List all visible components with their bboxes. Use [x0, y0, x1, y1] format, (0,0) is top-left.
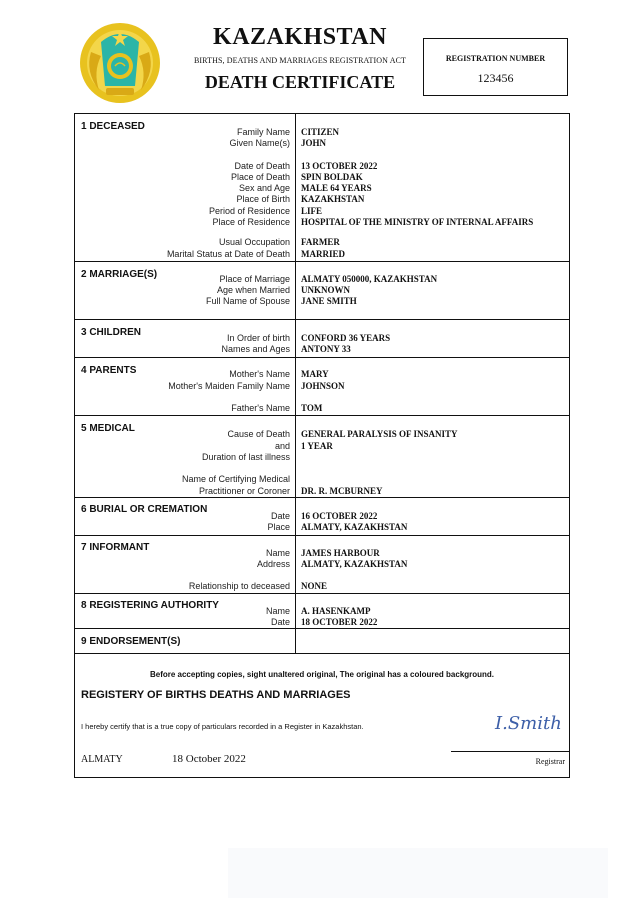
field-row [75, 452, 569, 463]
field-value: ALMATY 050000, KAZAKHSTAN [301, 274, 438, 284]
field-value: MARY [301, 369, 329, 379]
section-title: 1 DECEASED [81, 121, 145, 132]
field-row [75, 206, 569, 217]
section-title: 7 INFORMANT [81, 542, 150, 553]
field-row [75, 548, 569, 559]
field-value: UNKNOWN [301, 285, 350, 295]
section-title: 6 BURIAL OR CREMATION [81, 504, 208, 515]
field-label: Names and Ages [221, 344, 290, 354]
field-label: Date [270, 511, 290, 521]
section-title: 5 MEDICAL [81, 423, 135, 434]
registrar-label: Registrar [535, 757, 565, 766]
field-value: CONFORD 36 YEARS [301, 333, 391, 343]
field-value: ALMATY, KAZAKHSTAN [301, 559, 408, 569]
field-label: Usual Occupation [218, 237, 290, 247]
authenticity-note: Before accepting copies, sight unaltered original, The original has a coloured background. [149, 670, 495, 679]
field-row [75, 511, 569, 522]
field-label: Full Name of Spouse [205, 296, 290, 306]
field-label: Family Name [236, 127, 290, 137]
field-label: Relationship to deceased [188, 581, 290, 591]
field-value: 1 YEAR [301, 441, 333, 451]
registrar-signature: I.Smith [495, 713, 562, 734]
field-value: MALE 64 YEARS [301, 183, 372, 193]
field-row [75, 617, 569, 628]
field-value: JANE SMITH [301, 296, 357, 306]
field-row [75, 344, 569, 355]
field-label: Mother's Name [229, 369, 290, 379]
registration-number: 123456 [477, 71, 514, 85]
field-value: 16 OCTOBER 2022 [301, 511, 378, 521]
field-value: DR. R. MCBURNEY [301, 486, 383, 496]
section-title: 9 ENDORSEMENT(S) [81, 636, 181, 647]
field-label: In Order of birth [226, 333, 290, 343]
registration-box [423, 38, 568, 96]
field-value: NONE [301, 581, 328, 591]
field-value: JOHN [301, 138, 327, 148]
field-row [75, 237, 569, 248]
field-label: Practitioner or Coroner [198, 486, 290, 496]
scan-artifact [228, 848, 608, 898]
field-label: Address [256, 559, 290, 569]
field-label: Place of Birth [236, 194, 290, 204]
certification-statement: I hereby certify that is a true copy of particulars recorded in a Register in Kazakhstan. [81, 722, 364, 731]
field-value: JAMES HARBOUR [301, 548, 380, 558]
field-value: LIFE [301, 206, 323, 216]
field-label: and [274, 441, 290, 451]
issue-date: 18 October 2022 [172, 753, 246, 765]
field-value: ALMATY, KAZAKHSTAN [301, 522, 408, 532]
field-label: Mother's Maiden Family Name [168, 381, 290, 391]
field-label: Age when Married [216, 285, 290, 295]
field-row [75, 474, 569, 485]
field-label: Marital Status at Date of Death [166, 249, 290, 259]
field-row [75, 381, 569, 392]
issue-city: ALMATY [81, 754, 123, 765]
field-value: TOM [301, 403, 323, 413]
field-value: HOSPITAL OF THE MINISTRY OF INTERNAL AFFAIRS [301, 217, 534, 227]
section-informant [75, 536, 569, 594]
field-row [75, 217, 569, 228]
field-value: 18 OCTOBER 2022 [301, 617, 378, 627]
field-row [75, 606, 569, 617]
certificate-footer [75, 654, 569, 778]
field-row [75, 522, 569, 533]
field-row [75, 172, 569, 183]
field-label: Place of Marriage [219, 274, 290, 284]
field-label: Date of Death [234, 161, 290, 171]
field-value: KAZAKHSTAN [301, 194, 365, 204]
field-row [75, 429, 569, 440]
field-label: Sex and Age [238, 183, 290, 193]
field-label: Place of Residence [212, 217, 290, 227]
country-title: KAZAKHSTAN [213, 24, 387, 50]
field-label: Given Name(s) [229, 138, 290, 148]
field-row [75, 161, 569, 172]
act-subtitle: BIRTHS, DEATHS AND MARRIAGES REGISTRATION ACT [193, 56, 407, 65]
field-label: Name [265, 606, 290, 616]
signature-line [451, 751, 569, 752]
column-divider [295, 629, 296, 653]
state-emblem-icon [79, 22, 161, 104]
field-label: Cause of Death [227, 429, 290, 439]
field-value: 13 OCTOBER 2022 [301, 161, 378, 171]
field-value: JOHNSON [301, 381, 345, 391]
field-value: MARRIED [301, 249, 345, 259]
field-value: ANTONY 33 [301, 344, 351, 354]
field-row [75, 194, 569, 205]
section-medical [75, 416, 569, 498]
section-deceased [75, 114, 569, 262]
field-label: Name [265, 548, 290, 558]
certificate-table [74, 113, 570, 778]
section-title: 2 MARRIAGE(S) [81, 269, 158, 280]
section-endorsements [75, 629, 569, 654]
field-value: SPIN BOLDAK [301, 172, 363, 182]
field-row [75, 296, 569, 307]
field-row [75, 138, 569, 149]
field-row [75, 285, 569, 296]
field-row [75, 581, 569, 592]
field-row [75, 403, 569, 414]
section-title: 3 CHILDREN [81, 327, 142, 338]
field-row [75, 441, 569, 452]
field-row [75, 486, 569, 497]
section-marriage [75, 262, 569, 320]
field-row [75, 559, 569, 570]
field-label: Place of Death [230, 172, 290, 182]
document-title: DEATH CERTIFICATE [204, 72, 396, 92]
section-title: 4 PARENTS [81, 365, 137, 376]
field-row [75, 369, 569, 380]
field-label: Period of Residence [208, 206, 290, 216]
registration-label: REGISTRATION NUMBER [445, 54, 546, 63]
field-label: Father's Name [231, 403, 290, 413]
field-row [75, 333, 569, 344]
field-row [75, 274, 569, 285]
field-row [75, 183, 569, 194]
section-burial [75, 498, 569, 536]
field-row [75, 127, 569, 138]
section-title: 8 REGISTERING AUTHORITY [81, 600, 219, 611]
registry-heading: REGISTERY OF BIRTHS DEATHS AND MARRIAGES [81, 689, 351, 701]
field-label: Name of Certifying Medical [181, 474, 290, 484]
field-value: GENERAL PARALYSIS OF INSANITY [301, 429, 458, 439]
field-label: Duration of last illness [201, 452, 290, 462]
field-value: CITIZEN [301, 127, 340, 137]
section-parents [75, 358, 569, 416]
field-row [75, 249, 569, 260]
field-value: A. HASENKAMP [301, 606, 371, 616]
field-label: Place [267, 522, 290, 532]
section-registering-authority [75, 594, 569, 629]
field-value: FARMER [301, 237, 340, 247]
field-label: Date [270, 617, 290, 627]
section-children [75, 320, 569, 358]
